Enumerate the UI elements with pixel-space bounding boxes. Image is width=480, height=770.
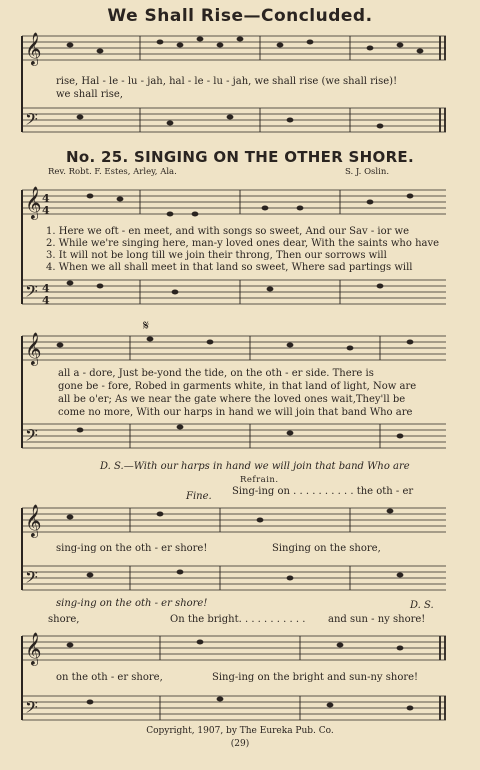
- staff-system1-bass: [22, 108, 446, 132]
- svg-text:𝄞: 𝄞: [25, 32, 42, 65]
- final-lyric-lower-2: Sing-ing on the bright and sun-ny shore!: [212, 672, 419, 683]
- lyric-line-system1-lower: we shall rise,: [56, 89, 123, 100]
- refrain-soprano-line: sing-ing on the oth - er shore!: [56, 543, 208, 554]
- hymn-title: No. 25. SINGING ON THE OTHER SHORE.: [66, 148, 414, 166]
- final-barlines: [440, 36, 445, 720]
- composer-credit: S. J. Oslin.: [345, 167, 390, 177]
- final-lyric-3: and sun - ny shore!: [328, 614, 426, 625]
- verse-line: come no more, With our harps in hand we will join that band Who are: [58, 407, 413, 418]
- staff-system3-treble: [22, 336, 446, 360]
- svg-text:4: 4: [42, 204, 50, 217]
- svg-text:𝄞: 𝄞: [25, 332, 42, 365]
- final-lyric-2: On the bright. . . . . . . . . . .: [170, 614, 306, 625]
- svg-text:4: 4: [42, 192, 50, 205]
- verse-line: 2. While we're singing here, man-y loved ones dear, With the saints who have: [46, 238, 440, 249]
- fine-marking: Fine.: [186, 491, 212, 502]
- refrain-soprano-line-2: Singing on the shore,: [272, 543, 381, 554]
- staff-system4-treble: [22, 508, 446, 532]
- final-lyric-1: shore,: [48, 614, 80, 625]
- svg-text:4: 4: [42, 282, 50, 295]
- refrain-tenor-line: Sing-ing on . . . . . . . . . . the oth - er: [232, 486, 414, 497]
- ds-marking: D. S.: [410, 600, 434, 611]
- page-title: We Shall Rise—Concluded.: [107, 6, 373, 26]
- svg-text:𝄢: 𝄢: [25, 281, 38, 305]
- svg-text:𝄢: 𝄢: [25, 567, 38, 591]
- svg-text:𝄞: 𝄞: [25, 186, 42, 219]
- svg-text:𝄢: 𝄢: [25, 697, 38, 721]
- lyric-line-system1-upper: rise, Hal - le - lu - jah, hal - le - lu - jah, we shall rise (we shall rise)!: [56, 76, 398, 87]
- staff-system5-bass: [22, 696, 446, 720]
- final-lyric-lower: on the oth - er shore,: [56, 672, 163, 683]
- copyright-notice: Copyright, 1907, by The Eureka Pub. Co.: [146, 726, 334, 736]
- staff-system2-treble: [22, 190, 446, 214]
- staff-system5-treble: [22, 636, 446, 660]
- svg-text:𝄞: 𝄞: [25, 632, 42, 665]
- page-number: (29): [230, 739, 250, 749]
- verse-line: gone be - fore, Robed in garments white, in that land of light, Now are: [58, 381, 417, 392]
- staff-system4-bass: [22, 566, 446, 590]
- svg-text:𝄢: 𝄢: [25, 425, 38, 449]
- svg-text:𝄢: 𝄢: [25, 109, 38, 133]
- svg-text:4: 4: [42, 294, 50, 307]
- ds-line: D. S.—With our harps in hand we will join that band Who are: [100, 461, 410, 472]
- svg-text:𝄋: 𝄋: [143, 318, 150, 334]
- staff-system1-treble: [22, 36, 446, 60]
- verse-line: all be o'er; As we near the gate where the loved ones wait,They'll be: [58, 394, 406, 405]
- svg-text:𝄞: 𝄞: [25, 504, 42, 537]
- refrain-bass-line: sing-ing on the oth - er shore!: [56, 598, 208, 609]
- verse-line: 3. It will not be long till we join their throng, Then our sorrows will: [46, 250, 387, 261]
- staff-system2-bass: [22, 280, 446, 304]
- verse-line: all a - dore, Just be-yond the tide, on the oth - er side. There is: [58, 368, 374, 379]
- verse-line: 4. When we all shall meet in that land so sweet, Where sad partings will: [46, 262, 413, 273]
- lyricist-credit: Rev. Robt. F. Estes, Arley, Ala.: [48, 167, 177, 177]
- verse-line: 1. Here we oft - en meet, and with songs so sweet, And our Sav - ior we: [46, 226, 410, 237]
- refrain-label: Refrain.: [240, 475, 279, 485]
- staff-system3-bass: [22, 424, 446, 448]
